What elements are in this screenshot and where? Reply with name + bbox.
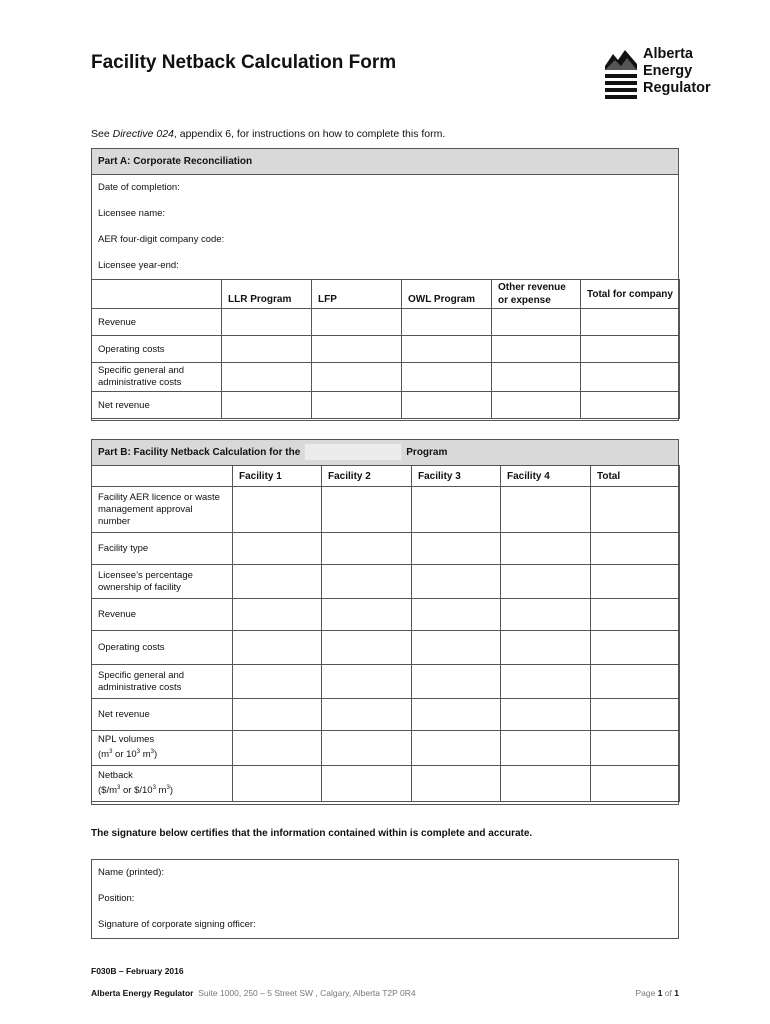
cell-input[interactable] (591, 665, 680, 699)
signature-section (91, 859, 679, 939)
cell-input[interactable] (501, 766, 591, 802)
cell-input[interactable] (501, 599, 591, 631)
cell-input[interactable] (233, 665, 322, 699)
cell-input[interactable] (591, 699, 680, 731)
part-b-header-row (92, 466, 680, 487)
cell-input[interactable] (322, 599, 412, 631)
cell-input[interactable] (591, 533, 680, 565)
part-a-table (91, 279, 680, 419)
table-row (92, 699, 680, 731)
table-row (92, 665, 680, 699)
part-a-col-label (92, 280, 222, 309)
cell-input[interactable] (501, 487, 591, 533)
cell-input[interactable] (412, 631, 501, 665)
cell-input[interactable] (591, 631, 680, 665)
cell-input[interactable] (322, 766, 412, 802)
row-label: Revenue (92, 309, 222, 336)
cell-input[interactable] (591, 766, 680, 802)
row-label: Specific general and administrative costs (92, 363, 222, 392)
logo-line-2: Energy (643, 63, 693, 79)
col-facility-3: Facility 3 (412, 466, 501, 487)
logo-line-1: Alberta (643, 46, 693, 62)
table-row (92, 309, 680, 336)
cell-input[interactable] (322, 731, 412, 766)
cell-input[interactable] (501, 631, 591, 665)
cell-input[interactable] (492, 363, 581, 392)
cell-input[interactable] (322, 665, 412, 699)
cell-input[interactable] (233, 487, 322, 533)
form-id: F030B – February 2016 (91, 966, 184, 976)
cell-input[interactable] (412, 533, 501, 565)
cell-input[interactable] (402, 336, 492, 363)
cell-input[interactable] (501, 565, 591, 599)
signature-field[interactable]: Signature of corporate signing officer: (98, 919, 256, 930)
cell-input[interactable] (591, 487, 680, 533)
cell-input[interactable] (412, 599, 501, 631)
intro-text: See Directive 024, appendix 6, for instructions on how to complete this form. (91, 128, 446, 140)
cell-input[interactable] (222, 392, 312, 419)
row-label: Specific general and administrative costs (92, 665, 233, 699)
cell-input[interactable] (581, 392, 680, 419)
cell-input[interactable] (322, 699, 412, 731)
table-row (92, 599, 680, 631)
cell-input[interactable] (233, 631, 322, 665)
cell-input[interactable] (322, 565, 412, 599)
table-row (92, 533, 680, 565)
part-b-heading: Part B: Facility Netback Calculation for the Program (92, 440, 678, 466)
part-a-section (91, 148, 679, 421)
cell-input[interactable] (233, 533, 322, 565)
cell-input[interactable] (322, 631, 412, 665)
position-field[interactable]: Position: (98, 893, 135, 904)
cell-input[interactable] (222, 336, 312, 363)
part-a-heading: Part A: Corporate Reconciliation (92, 149, 678, 175)
cell-input[interactable] (412, 731, 501, 766)
row-label: Netback ($\$/m^3$ or $\$/10^3$ $m^3$) (92, 766, 233, 802)
cell-input[interactable] (492, 336, 581, 363)
row-label: Facility type (92, 533, 233, 565)
company-code-field[interactable]: AER four-digit company code: (98, 234, 225, 245)
row-label: Operating costs (92, 631, 233, 665)
table-row (92, 731, 680, 766)
part-b-table (91, 465, 680, 802)
mountain-logo-icon (603, 48, 639, 100)
cell-input[interactable] (402, 363, 492, 392)
cell-input[interactable] (233, 731, 322, 766)
date-of-completion-field[interactable]: Date of completion: (98, 182, 180, 193)
cell-input[interactable] (412, 766, 501, 802)
col-llr-program: LLR Program (222, 280, 312, 309)
col-lfp: LFP (312, 280, 402, 309)
cell-input[interactable] (581, 309, 680, 336)
col-facility-2: Facility 2 (322, 466, 412, 487)
cell-input[interactable] (322, 487, 412, 533)
cell-input[interactable] (581, 363, 680, 392)
cell-input[interactable] (501, 665, 591, 699)
cell-input[interactable] (233, 766, 322, 802)
table-row (92, 565, 680, 599)
part-b-section (91, 439, 679, 805)
row-label: Net revenue (92, 699, 233, 731)
part-a-header-row (92, 280, 680, 309)
logo-line-3: Regulator (643, 80, 711, 96)
cell-input[interactable] (501, 699, 591, 731)
table-row (92, 766, 680, 802)
table-row (92, 336, 680, 363)
table-row (92, 392, 680, 419)
footer-org: Alberta Energy Regulator Suite 1000, 250 – 5 Street SW , Calgary, Alberta T2P 0R4 (91, 988, 416, 998)
cell-input[interactable] (222, 363, 312, 392)
col-total-company: Total for company (581, 280, 680, 309)
footer-address: Suite 1000, 250 – 5 Street SW , Calgary, Alberta T2P 0R4 (198, 988, 416, 998)
table-row (92, 363, 680, 392)
cell-input[interactable] (591, 599, 680, 631)
col-total: Total (591, 466, 680, 487)
form-title: Facility Netback Calculation Form (91, 52, 397, 73)
row-label: Licensee’s percentage ownership of facility (92, 565, 233, 599)
page-number: Page 1 of 1 (635, 988, 679, 998)
row-label: Operating costs (92, 336, 222, 363)
cell-input[interactable] (501, 731, 591, 766)
row-label: Facility AER licence or waste management approval number (92, 487, 233, 533)
col-other-revenue: Other revenue or expense (492, 280, 581, 309)
cell-input[interactable] (233, 565, 322, 599)
cell-input[interactable] (233, 699, 322, 731)
cell-input[interactable] (312, 309, 402, 336)
cell-input[interactable] (501, 533, 591, 565)
table-row (92, 487, 680, 533)
col-facility-4: Facility 4 (501, 466, 591, 487)
col-facility-1: Facility 1 (233, 466, 322, 487)
cell-input[interactable] (412, 665, 501, 699)
cell-input[interactable] (233, 599, 322, 631)
cell-input[interactable] (402, 309, 492, 336)
signature-note: The signature below certifies that the information contained within is complete and accurate. (91, 828, 533, 839)
row-label: Revenue (92, 599, 233, 631)
licensee-name-field[interactable]: Licensee name: (98, 208, 166, 219)
name-printed-field[interactable]: Name (printed): (98, 867, 164, 878)
cell-input[interactable] (312, 392, 402, 419)
cell-input[interactable] (591, 731, 680, 766)
cell-input[interactable] (492, 309, 581, 336)
cell-input[interactable] (312, 363, 402, 392)
row-label: Net revenue (92, 392, 222, 419)
cell-input[interactable] (222, 309, 312, 336)
cell-input[interactable] (492, 392, 581, 419)
cell-input[interactable] (581, 336, 680, 363)
licensee-year-end-field[interactable]: Licensee year-end: (98, 260, 179, 271)
aer-logo (603, 46, 733, 102)
table-row (92, 631, 680, 665)
cell-input[interactable] (322, 533, 412, 565)
part-b-col-label (92, 466, 233, 487)
row-label: NPL volumes ($m^3$ or $10^3$ $m^3$) (92, 731, 233, 766)
col-owl-program: OWL Program (402, 280, 492, 309)
cell-input[interactable] (412, 699, 501, 731)
program-name-input[interactable] (304, 443, 402, 461)
cell-input[interactable] (591, 565, 680, 599)
cell-input[interactable] (312, 336, 402, 363)
directive-link: Directive 024 (112, 128, 174, 140)
cell-input[interactable] (412, 487, 501, 533)
cell-input[interactable] (412, 565, 501, 599)
cell-input[interactable] (402, 392, 492, 419)
